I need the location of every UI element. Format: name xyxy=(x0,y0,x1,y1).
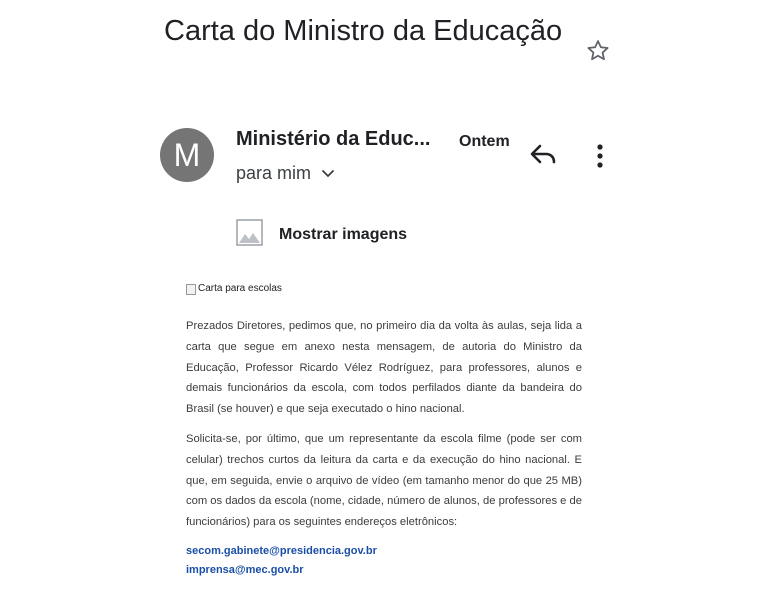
star-icon[interactable] xyxy=(584,37,612,65)
recipients-toggle[interactable] xyxy=(236,163,335,184)
broken-image-icon xyxy=(186,284,196,295)
email-subject: Carta do Ministro da Educação xyxy=(164,15,563,47)
broken-image xyxy=(186,282,582,296)
email-link-secom[interactable]: secom.gabinete@presidencia.gov.br xyxy=(186,544,377,557)
more-vertical-icon[interactable] xyxy=(590,142,610,170)
reply-icon[interactable] xyxy=(528,143,558,167)
sender-name[interactable]: Ministério da Educ... xyxy=(236,128,431,150)
show-images-button[interactable] xyxy=(236,219,407,251)
email-date: Ontem xyxy=(459,133,510,150)
show-images-label: Mostrar imagens xyxy=(279,226,408,243)
recipient-label: para mim xyxy=(236,163,312,183)
email-body xyxy=(186,282,582,580)
body-paragraph-2: Solicita-se, por último, que um representante da escola filme (pode ser com celular) trechos curtos da leitura da carta e da execução do hino nacional. E que, em seguida, envie o arquivo de vídeo (em tamanho menor do que 25 MB) com os dados da escola (nome, cidade, número de alunos, de professores e de funcionários) para os seguintes endereços eletrônicos: xyxy=(186,432,582,529)
image-alt-text: Carta para escolas xyxy=(198,283,282,294)
sender-avatar[interactable]: M xyxy=(160,128,214,182)
image-placeholder-icon xyxy=(236,219,263,251)
chevron-down-icon xyxy=(321,163,335,184)
body-paragraph-1: Prezados Diretores, pedimos que, no primeiro dia da volta às aulas, seja lida a carta que segue em anexo nesta mensagem, de autoria do Ministro da Educação, Professor Ricardo Vélez Rodríguez, para professores, alunos e demais funcionários da escola, com todos perfilados diante da bandeira do Brasil (se houver) e que seja executado o hino nacional. xyxy=(186,320,582,416)
email-links xyxy=(186,542,582,580)
email-link-imprensa[interactable]: imprensa@mec.gov.br xyxy=(186,563,304,576)
